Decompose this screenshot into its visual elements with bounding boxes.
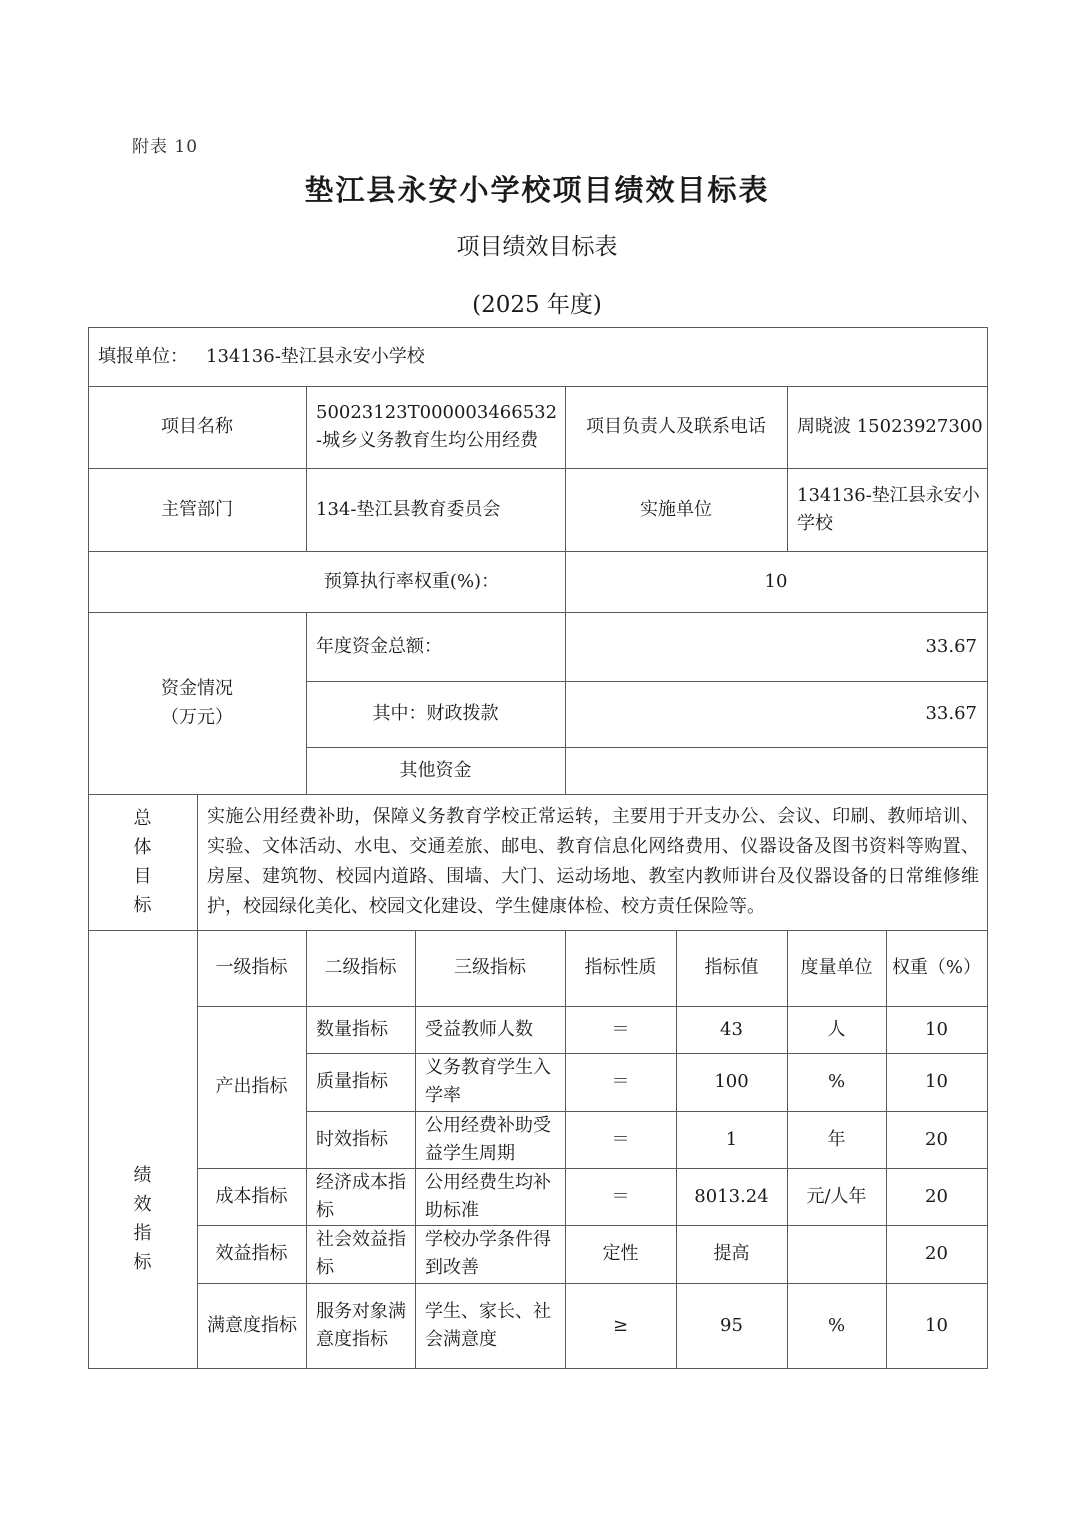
performance-label-char: 效: [133, 1194, 152, 1215]
project-name-value: 50023123T000003466532-城乡义务教育生均公用经费: [316, 402, 558, 451]
row-value: 提高: [713, 1243, 750, 1264]
row-level3: 义务教育学生入学率: [425, 1057, 551, 1106]
row-weight: 10: [925, 1071, 948, 1092]
row-level3: 学校办学条件得到改善: [425, 1229, 551, 1278]
row-weight: 10: [925, 1018, 948, 1040]
row-value: 95: [720, 1314, 743, 1336]
row-value: 8013.24: [694, 1185, 769, 1207]
row-weight: 20: [925, 1185, 948, 1207]
row-level3: 学生、家长、社会满意度: [425, 1300, 551, 1350]
goal-label-char: 目: [133, 866, 152, 887]
level1-benefit: 效益指标: [215, 1243, 288, 1264]
goal-label-char: 标: [133, 895, 152, 916]
funds-other-value: [565, 747, 987, 794]
header-level1: 一级指标: [215, 957, 288, 978]
dept-value: 134-垫江县教育委员会: [316, 498, 501, 520]
attachment-label: 附表 10: [132, 137, 199, 157]
header-nature: 指标性质: [584, 957, 657, 978]
impl-label: 实施单位: [640, 498, 712, 520]
row-level2: 数量指标: [316, 1018, 388, 1040]
row-level3: 受益教师人数: [425, 1018, 533, 1040]
row-unit: 年: [827, 1128, 846, 1150]
row-unit: %: [827, 1071, 846, 1092]
row-nature: ≥: [612, 1314, 629, 1336]
contact-value: 周晓波 15023927300: [797, 416, 983, 437]
row-unit: [787, 1225, 886, 1283]
header-level2: 二级指标: [324, 957, 397, 978]
header-unit: 度量单位: [800, 957, 873, 978]
row-value: 100: [714, 1071, 749, 1092]
funds-label-line2: （万元）: [161, 707, 233, 728]
filing-unit-value: 134136-垫江县永安小学校: [206, 345, 425, 367]
row-level2: 质量指标: [316, 1071, 388, 1092]
filing-unit-label: 填报单位：: [98, 345, 188, 367]
dept-label: 主管部门: [161, 498, 233, 520]
row-level2: 经济成本指标: [316, 1171, 406, 1221]
funds-fiscal-value: 33.67: [925, 703, 977, 724]
header-value: 指标值: [704, 957, 759, 978]
row-level2: 服务对象满意度指标: [316, 1300, 406, 1350]
project-name-label: 项目名称: [161, 416, 233, 437]
document-title: 垫江县永安小学校项目绩效目标表: [304, 173, 770, 207]
row-level2: 时效指标: [316, 1128, 388, 1150]
budget-weight-label: 预算执行率权重(%)：: [323, 570, 500, 592]
funds-total-label: 年度资金总额：: [316, 635, 442, 657]
goal-label-char: 总: [133, 808, 152, 829]
row-nature: 定性: [602, 1243, 639, 1264]
funds-total-value: 33.67: [925, 635, 977, 657]
row-weight: 20: [925, 1243, 948, 1264]
level1-output: 产出指标: [215, 1076, 288, 1097]
row-level2: 社会效益指标: [316, 1229, 406, 1278]
filing-unit-row: [88, 327, 987, 386]
row-nature: ＝: [611, 1071, 630, 1092]
level1-satisfaction: 满意度指标: [207, 1314, 297, 1336]
row-unit: %: [827, 1314, 846, 1336]
document-subtitle: 项目绩效目标表: [456, 234, 618, 260]
row-level3: 公用经费补助受益学生周期: [425, 1114, 551, 1164]
level1-cost: 成本指标: [215, 1185, 288, 1207]
row-nature: ＝: [611, 1128, 630, 1150]
row-unit: 元/人年: [806, 1185, 867, 1207]
budget-weight-value: 10: [764, 570, 788, 592]
row-nature: ＝: [611, 1185, 630, 1207]
goal-label-char: 体: [133, 837, 152, 858]
row-value: 43: [720, 1018, 743, 1040]
goal-label: [88, 794, 197, 930]
funds-other-label: 其他资金: [399, 759, 472, 781]
funds-label-line1: 资金情况: [161, 678, 233, 699]
row-level3: 公用经费生均补助标准: [425, 1171, 551, 1221]
row-weight: 20: [925, 1128, 948, 1150]
funds-fiscal-label: 其中：财政拨款: [372, 703, 499, 724]
header-weight: 权重（%）: [891, 957, 982, 978]
performance-label: [88, 930, 197, 1368]
header-level3: 三级指标: [454, 957, 526, 978]
performance-label-char: 标: [133, 1252, 152, 1273]
impl-value: 134136-垫江县永安小学校: [797, 484, 980, 534]
row-nature: ＝: [611, 1018, 630, 1040]
performance-label-char: 指: [133, 1223, 152, 1244]
row-unit: 人: [827, 1018, 846, 1040]
funds-label: [88, 612, 306, 794]
row-value: 1: [725, 1128, 738, 1150]
performance-label-char: 绩: [133, 1165, 152, 1186]
contact-label: 项目负责人及联系电话: [586, 416, 766, 437]
document-year: (2025 年度): [472, 292, 602, 318]
row-weight: 10: [925, 1314, 948, 1336]
goal-text: 实施公用经费补助，保障义务教育学校正常运转，主要用于开支办公、会议、印刷、教师培训、实验、文体活动、水电、交通差旅、邮电、教育信息化网络费用、仪器设备及图书资料等购置、房屋、建筑物、校园内道路、围墙、大门、运动场地、教室内教师讲台及仪器设备的日常维修维护，校园绿化美化、校园文化建设、学生健康体检、校方责任保险等。: [207, 806, 979, 917]
